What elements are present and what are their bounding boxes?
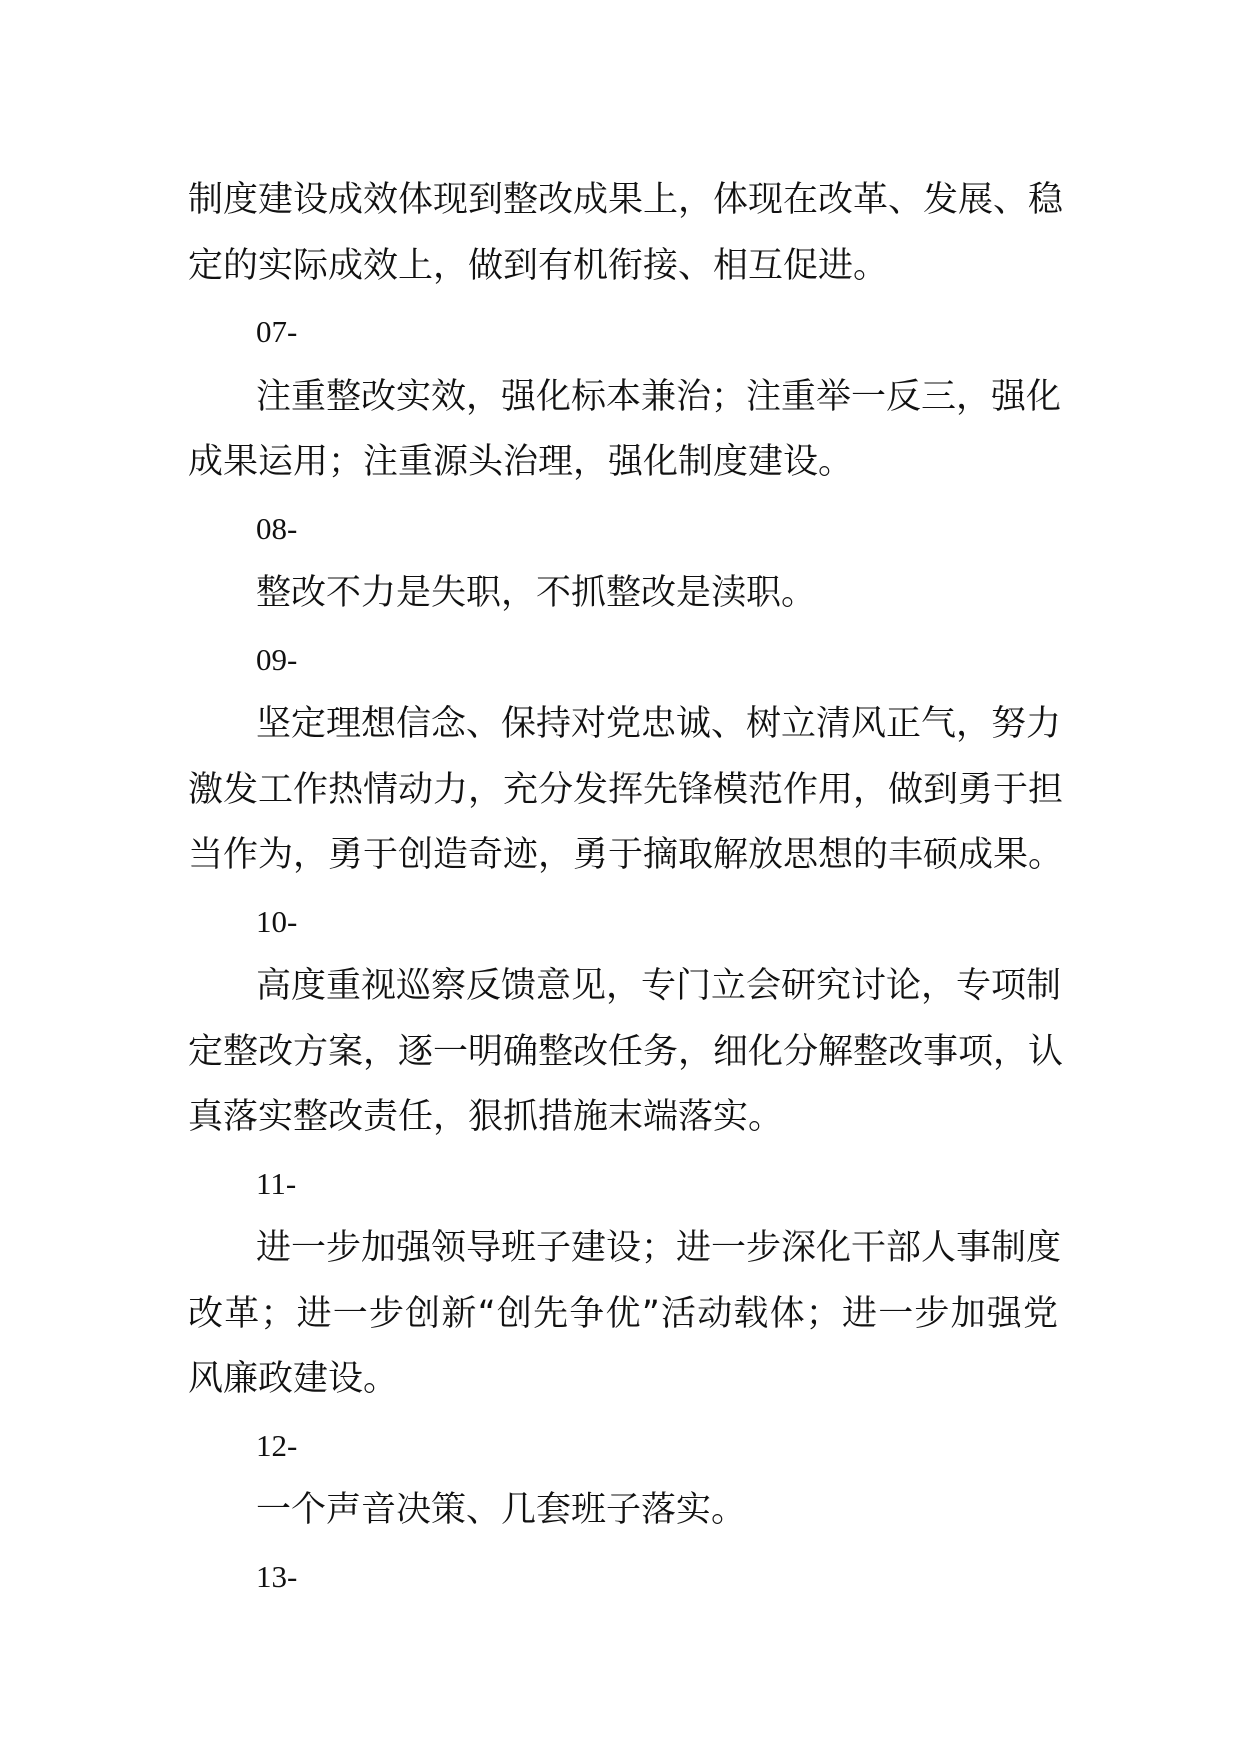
text-line: 整改不力是失职，不抓整改是渎职。	[256, 573, 817, 613]
item-number: 12-	[256, 1427, 298, 1463]
item-number: 13-	[256, 1558, 298, 1594]
item-number: 10-	[256, 903, 298, 939]
item-number: 11-	[256, 1165, 297, 1201]
text-line: 风廉政建设。	[188, 1359, 399, 1399]
text-line: 成果运用；注重源头治理，强化制度建设。	[188, 442, 854, 482]
text-line: 真落实整改责任，狠抓措施末端落实。	[188, 1097, 784, 1137]
text-line: 激发工作热情动力，充分发挥先锋模范作用，做到勇于担	[188, 769, 1064, 810]
text-line: 高度重视巡察反馈意见，专门立会研究讨论，专项制	[256, 966, 1062, 1006]
text-line: 定的实际成效上，做到有机衔接、相互促进。	[188, 245, 889, 286]
text-line: 定整改方案，逐一明确整改任务，细化分解整改事项，认	[188, 1031, 1064, 1072]
item-number: 09-	[256, 641, 298, 677]
text-line: 注重整改实效，强化标本兼治；注重举一反三，强化	[256, 376, 1062, 417]
item-number: 08-	[256, 510, 298, 546]
text-line: 一个声音决策、几套班子落实。	[256, 1490, 747, 1530]
item-number: 07-	[256, 314, 298, 349]
text-line: 制度建设成效体现到整改成果上，体现在改革、发展、稳	[188, 180, 1064, 220]
text-line: 当作为，勇于创造奇迹，勇于摘取解放思想的丰硕成果。	[188, 835, 1064, 875]
text-line: 进一步加强领导班子建设；进一步深化干部人事制度	[256, 1228, 1062, 1268]
text-line: 坚定理想信念、保持对党忠诚、树立清风正气，努力	[256, 704, 1062, 744]
document-body	[188, 168, 1064, 1609]
text-line: 改革；进一步创新“创先争优”活动载体；进一步加强党	[188, 1293, 1058, 1334]
